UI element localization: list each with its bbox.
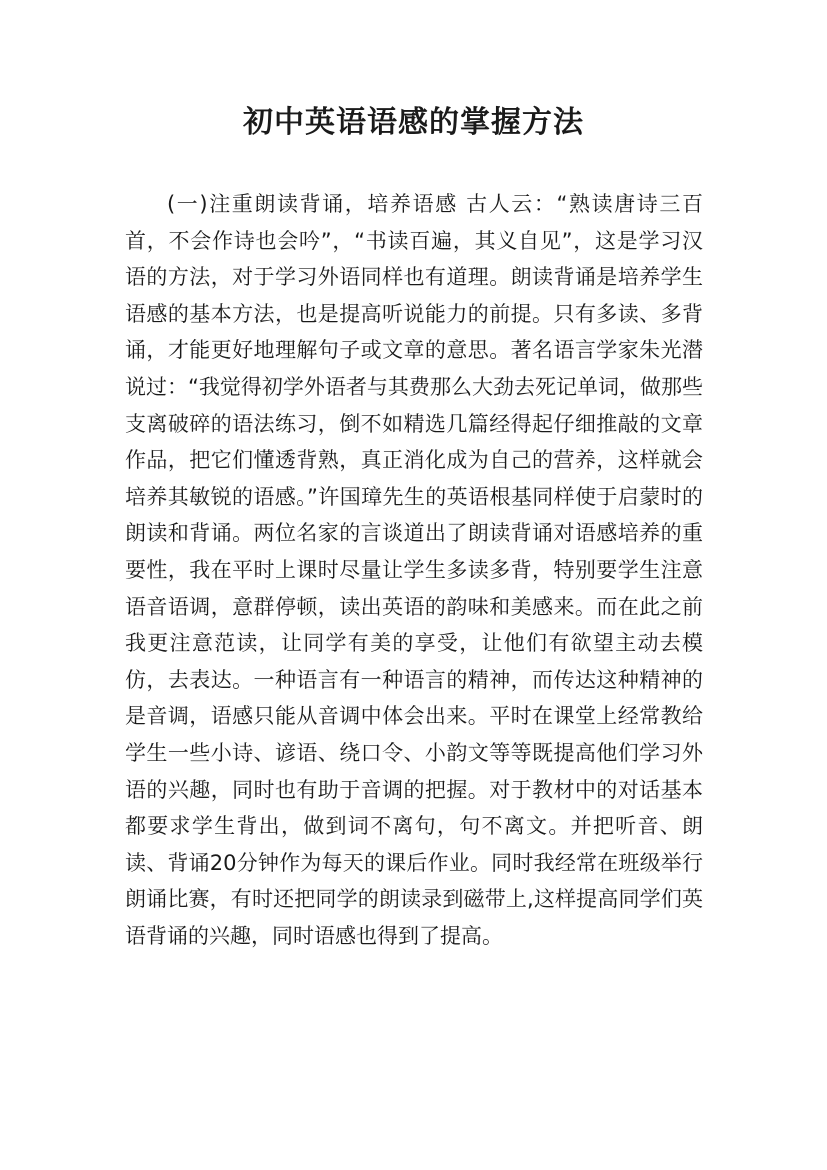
body-paragraph: (一)注重朗读背诵，培养语感 古人云：“熟读唐诗三百首，不会作诗也会吟”，“书读百遍，其义自见”，这是学习汉语的方法，对于学习外语同样也有道理。朗读背诵是培养学生语感的基本方法，也是提高听说能力的前提。只有多读、多背诵，才能更好地理解句子或文章的意思。著名语言学家朱光潜说过：“我觉得初学外语者与其费那么大劲去死记单词，做那些支离破碎的语法练习，倒不如精选几篇经得起仔细推敲的文章作品，把它们懂透背熟，真正消化成为自己的营养，这样就会培养其敏锐的语感。”许国璋先生的英语根基同样使于启蒙时的朗读和背诵。两位名家的言谈道出了朗读背诵对语感培养的重要性，我在平时上课时尽量让学生多读多背，特别要学生注意语音语调，意群停顿，读出英语的韵味和美感来。而在此之前我更注意范读，让同学有美的享受，让他们有欲望主动去模仿，去表达。一种语言有一种语言的精神，而传达这种精神的是音调，语感只能从音调中体会出来。平时在课堂上经常教给学生一些小诗、谚语、绕口令、小韵文等等既提高他们学习外语的兴趣，同时也有助于音调的把握。对于教材中的对话基本都要求学生背出，做到词不离句，句不离文。并把听音、朗读、背诵20分钟作为每天的课后作业。同时我经常在班级举行朗诵比赛，有时还把同学的朗读录到磁带上,这样提高同学们英语背诵的兴趣，同时语感也得到了提高。: [125, 192, 703, 948]
document-title: 初中英语语感的掌握方法: [243, 105, 584, 140]
